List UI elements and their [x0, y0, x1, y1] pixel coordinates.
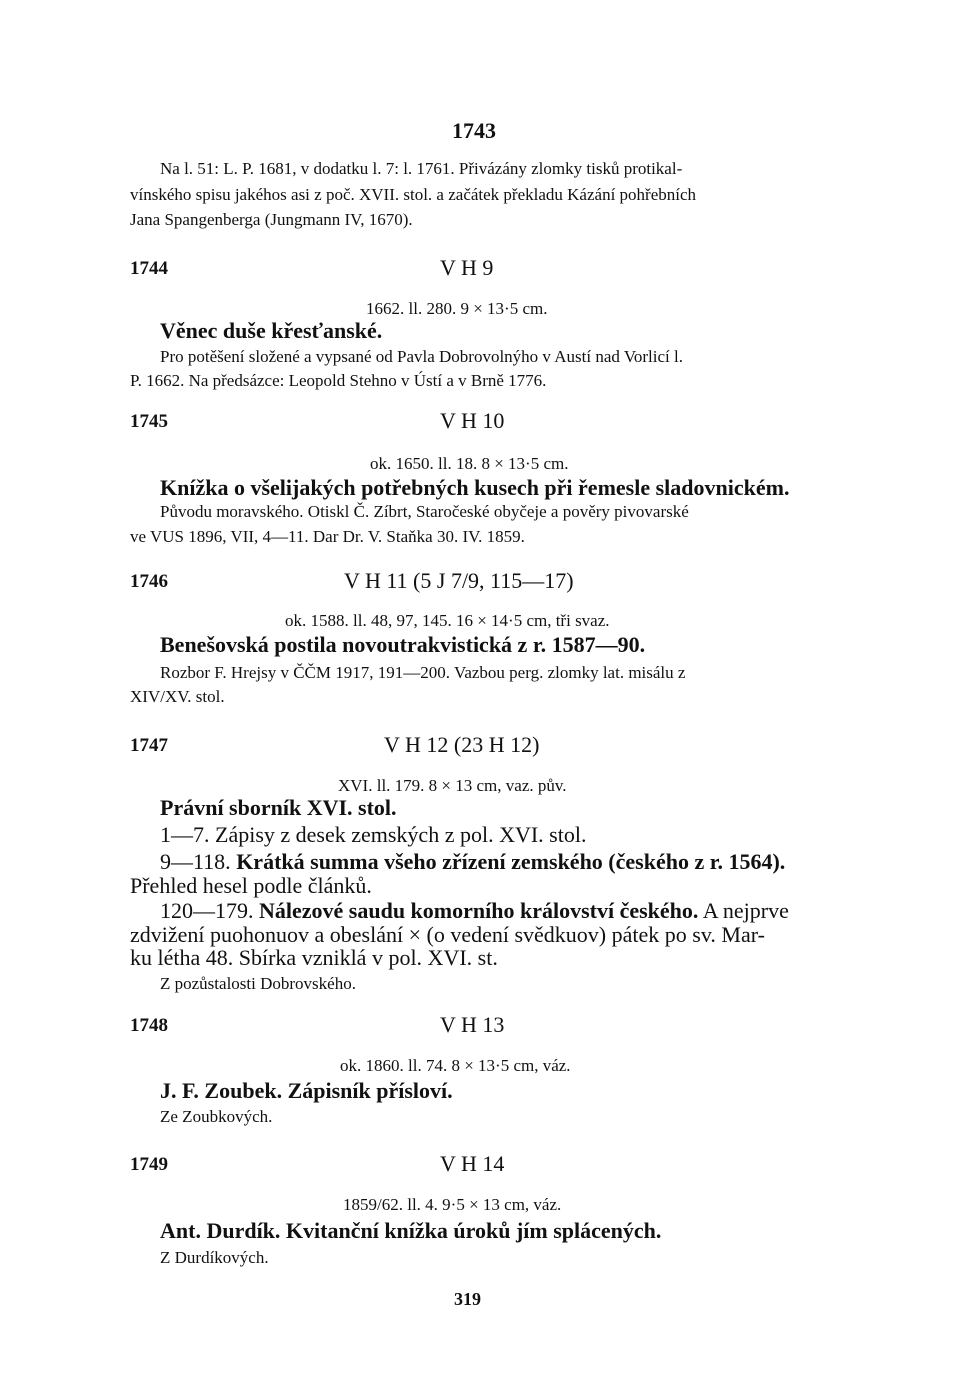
content-title: Nálezové saudu komorního království českého. [253, 898, 699, 923]
entry-physical: ok. 1650. ll. 18. 8 × 13·5 cm. [370, 454, 569, 473]
entry-note: Pro potěšení složené a vypsané od Pavla Dobrovolnýho v Austí nad Vorlicí l. [160, 347, 683, 366]
entry-1743-line-2: vínského spisu jakéhos asi z poč. XVII. stol. a začátek překladu Kázání pohřebních [130, 185, 697, 204]
entry-1743-line-3: Jana Spangenberga (Jungmann IV, 1670). [130, 210, 413, 229]
entry-physical: 1662. ll. 280. 9 × 13·5 cm. [366, 299, 548, 318]
content-range: 120—179. [160, 898, 254, 923]
content-text: A nejprve [698, 898, 789, 923]
entry-signature: V H 13 [440, 1012, 505, 1037]
entry-number: 1749 [130, 1154, 168, 1175]
entry-physical: ok. 1588. ll. 48, 97, 145. 16 × 14·5 cm, tři svaz. [285, 611, 610, 630]
entry-note: XIV/XV. stol. [130, 687, 225, 706]
entry-number: 1748 [130, 1015, 168, 1036]
entry-note: ve VUS 1896, VII, 4—11. Dar Dr. V. Staňka 30. IV. 1859. [130, 527, 525, 546]
content-line [160, 900, 789, 922]
entry-note: Rozbor F. Hrejsy v ČČM 1917, 191—200. Vazbou perg. zlomky lat. misálu z [160, 663, 686, 682]
page-footer-number: 319 [454, 1289, 481, 1309]
content-line [160, 851, 785, 873]
entry-number: 1747 [130, 735, 168, 756]
entry-title: Věnec duše křesťanské. [160, 318, 383, 343]
entry-note: Původu moravského. Otiskl Č. Zíbrt, Staročeské obyčeje a pověry pivovarské [160, 502, 689, 521]
entry-number: 1746 [130, 571, 168, 592]
entry-title: Právní sborník XVI. stol. [160, 795, 397, 820]
content-continuation: zdvižení puohonuov a obeslání × (o vedení svědkuov) pátek po sv. Mar- [130, 922, 765, 947]
content-continuation: Přehled hesel podle článků. [130, 873, 372, 898]
content-range: 9—118. [160, 849, 231, 874]
entry-title: Knížka o všelijakých potřebných kusech při řemesle sladovnickém. [160, 475, 790, 500]
entry-number: 1745 [130, 411, 168, 432]
entry-title: Ant. Durdík. Kvitanční knížka úroků jím splácených. [160, 1218, 662, 1243]
entry-title: J. F. Zoubek. Zápisník přísloví. [160, 1078, 453, 1103]
entry-note: Ze Zoubkových. [160, 1107, 273, 1126]
entry-note: Z Durdíkových. [160, 1248, 269, 1267]
entry-physical: ok. 1860. ll. 74. 8 × 13·5 cm, váz. [340, 1056, 571, 1075]
content-range: 1—7. [160, 822, 210, 847]
content-title: Krátká summa všeho zřízení zemského (českého z r. 1564). [230, 849, 786, 874]
entry-1743-line-1: Na l. 51: L. P. 1681, v dodatku l. 7: l. 1761. Přivázány zlomky tisků protikal- [160, 159, 683, 178]
entry-number: 1744 [130, 258, 168, 279]
entry-physical: XVI. ll. 179. 8 × 13 cm, vaz. pův. [338, 776, 567, 795]
entry-physical: 1859/62. ll. 4. 9·5 × 13 cm, váz. [343, 1195, 562, 1214]
entry-signature: V H 12 (23 H 12) [384, 732, 540, 757]
entry-note: Z pozůstalosti Dobrovského. [160, 974, 356, 993]
page-header-number: 1743 [452, 118, 496, 143]
entry-signature: V H 10 [440, 408, 505, 433]
content-continuation: ku létha 48. Sbírka vzniklá v pol. XVI. st. [130, 945, 498, 970]
content-text: Zápisy z desek zemských z pol. XVI. stol. [209, 822, 587, 847]
entry-signature: V H 9 [440, 255, 494, 280]
content-line [160, 824, 586, 846]
entry-title: Benešovská postila novoutrakvistická z r. 1587—90. [160, 632, 646, 657]
entry-signature: V H 14 [440, 1151, 505, 1176]
entry-signature: V H 11 (5 J 7/9, 115—17) [344, 568, 574, 593]
entry-note: P. 1662. Na předsázce: Leopold Stehno v Ústí a v Brně 1776. [130, 371, 547, 390]
